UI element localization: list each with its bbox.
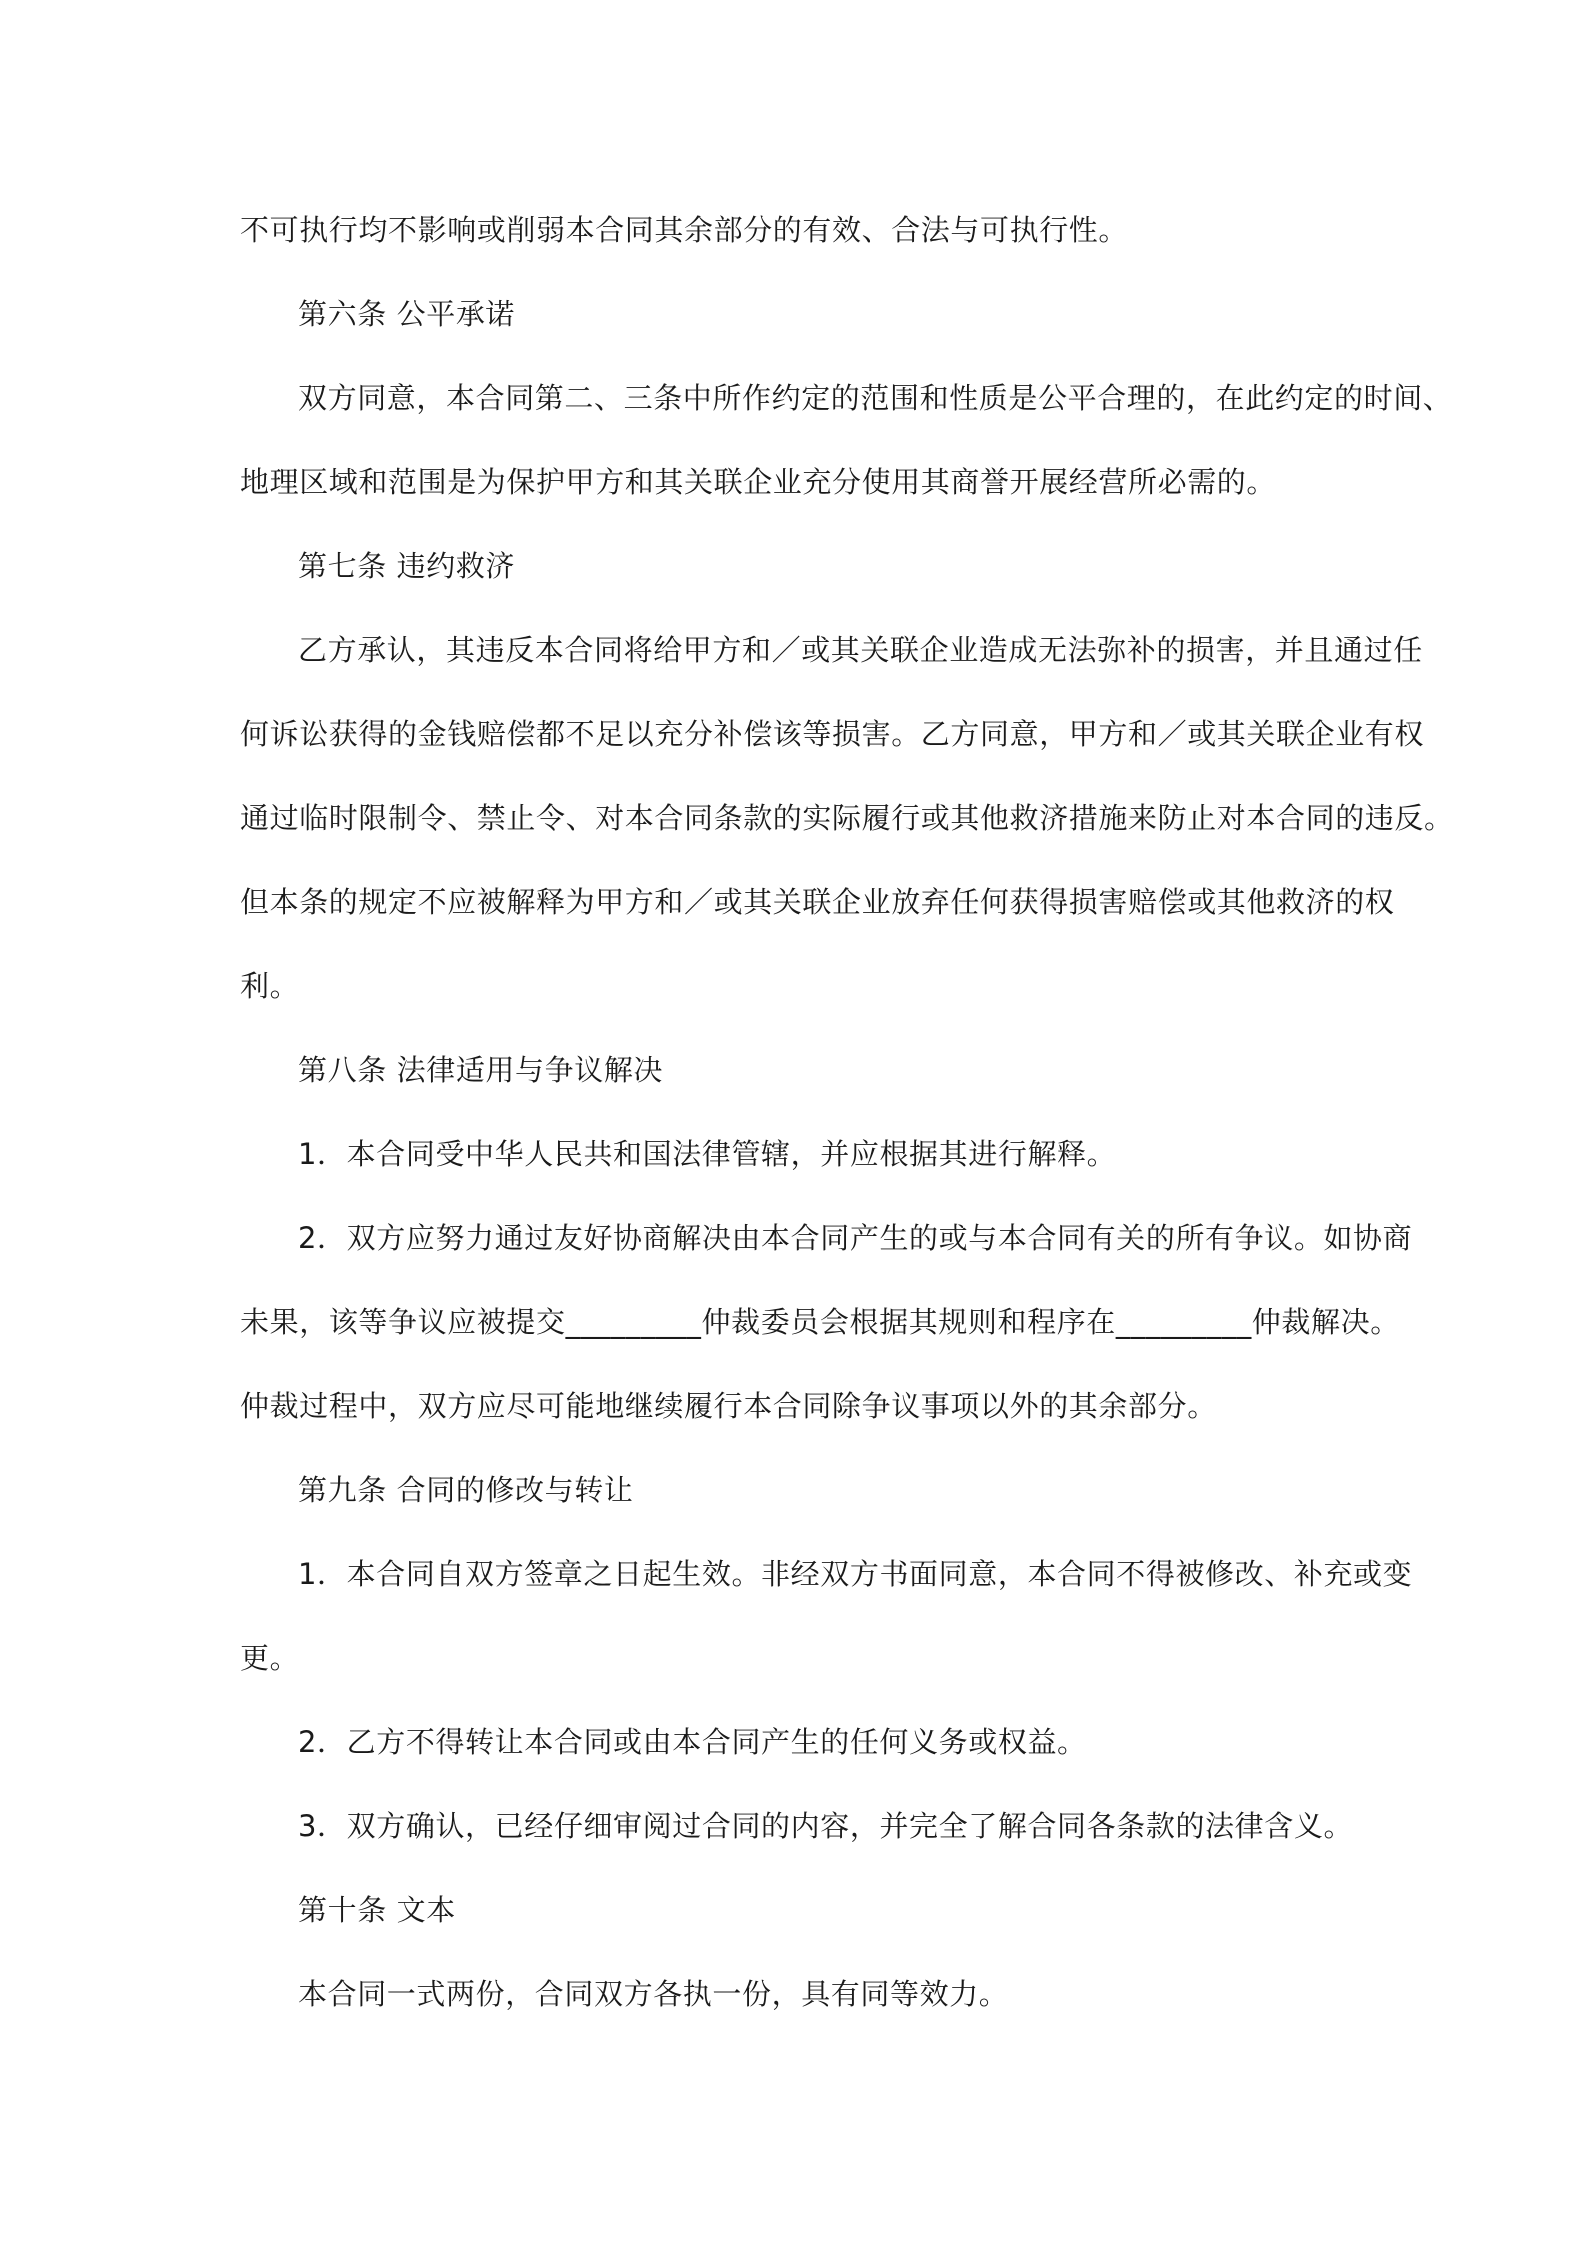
clause-9-2: 2．乙方不得转让本合同或由本合同产生的任何义务或权益。 (298, 1725, 1087, 1759)
paragraph-line: 更。 (240, 1641, 300, 1675)
paragraph-line: 本合同一式两份，合同双方各执一份，具有同等效力。 (298, 1977, 1009, 2011)
clause-9-1: 1．本合同自双方签章之日起生效。非经双方书面同意，本合同不得被修改、补充或变 (298, 1557, 1413, 1591)
paragraph-line: 地理区域和范围是为保护甲方和其关联企业充分使用其商誉开展经营所必需的。 (240, 465, 1277, 499)
clause-8-1: 1．本合同受中华人民共和国法律管辖，并应根据其进行解释。 (298, 1137, 1117, 1171)
paragraph-line: 何诉讼获得的金钱赔偿都不足以充分补偿该等损害。乙方同意，甲方和／或其关联企业有权 (240, 717, 1425, 751)
article-10-heading: 第十条 文本 (298, 1893, 456, 1927)
paragraph-line: 双方同意，本合同第二、三条中所作约定的范围和性质是公平合理的，在此约定的时间、 (298, 381, 1453, 415)
article-8-heading: 第八条 法律适用与争议解决 (298, 1053, 664, 1087)
paragraph-line: 通过临时限制令、禁止令、对本合同条款的实际履行或其他救济措施来防止对本合同的违反。 (240, 801, 1454, 835)
clause-9-3: 3．双方确认，已经仔细审阅过合同的内容，并完全了解合同各条款的法律含义。 (298, 1809, 1354, 1843)
paragraph-line: 未果，该等争议应被提交_________仲裁委员会根据其规则和程序在_________仲裁解决。 (240, 1305, 1400, 1339)
clause-8-2: 2．双方应努力通过友好协商解决由本合同产生的或与本合同有关的所有争议。如协商 (298, 1221, 1413, 1255)
article-6-heading: 第六条 公平承诺 (298, 297, 516, 331)
article-9-heading: 第九条 合同的修改与转让 (298, 1473, 634, 1507)
paragraph-line: 不可执行均不影响或削弱本合同其余部分的有效、合法与可执行性。 (240, 213, 1129, 247)
paragraph-line: 但本条的规定不应被解释为甲方和／或其关联企业放弃任何获得损害赔偿或其他救济的权 (240, 885, 1395, 919)
paragraph-line: 利。 (240, 969, 300, 1003)
paragraph-line: 乙方承认，其违反本合同将给甲方和／或其关联企业造成无法弥补的损害，并且通过任 (298, 633, 1423, 667)
article-7-heading: 第七条 违约救济 (298, 549, 516, 583)
paragraph-line: 仲裁过程中，双方应尽可能地继续履行本合同除争议事项以外的其余部分。 (240, 1389, 1217, 1423)
